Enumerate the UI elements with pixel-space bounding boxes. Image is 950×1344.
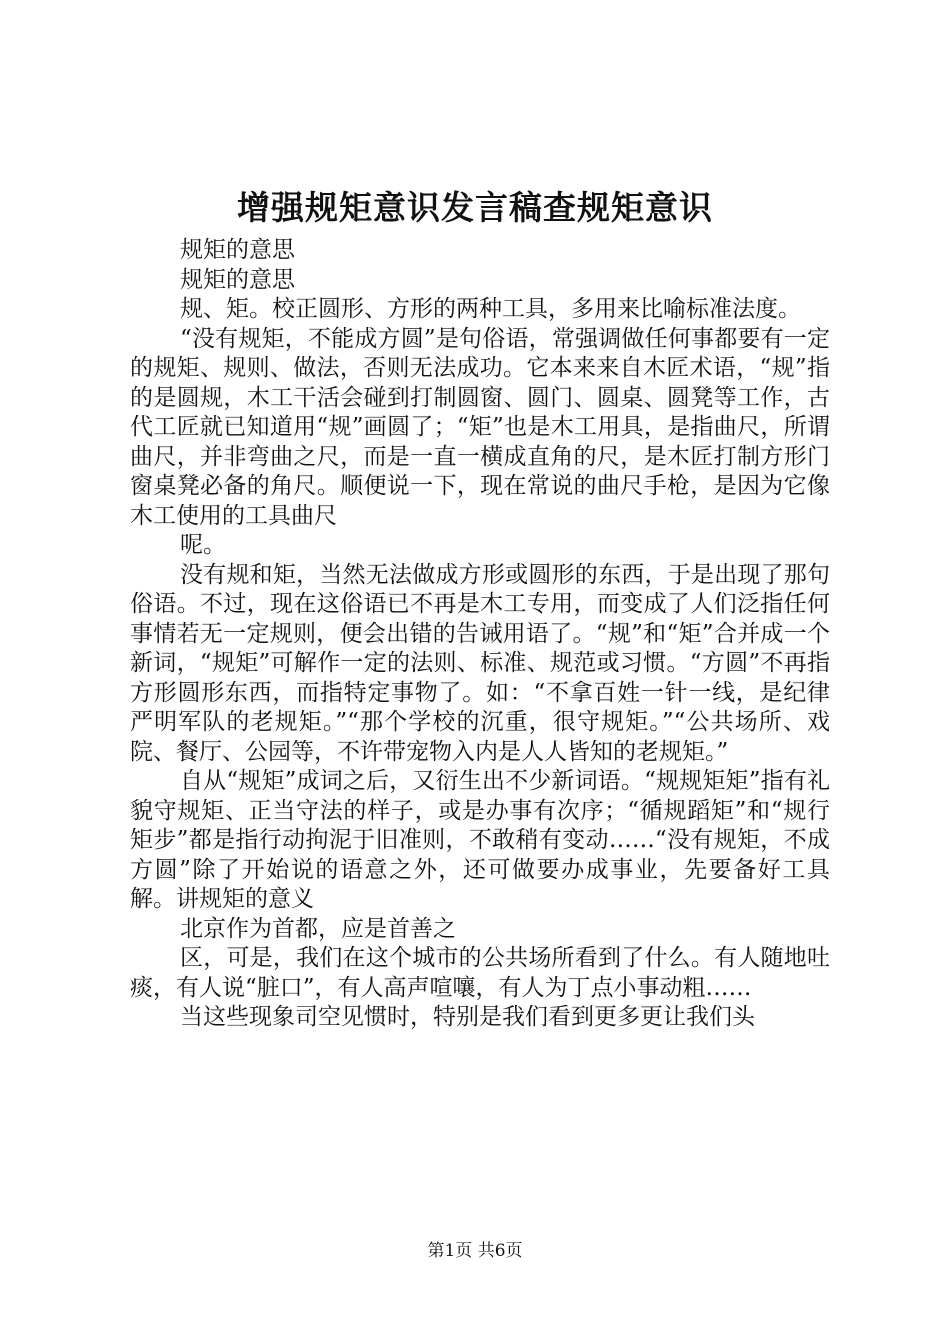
paragraph-5: 呢。 <box>180 532 226 558</box>
paragraph-6: 没有规和矩，当然无法做成方形或圆形的东西，于是出现了那句俗语。不过，现在这俗语已不再是木工专用，而变成了人们泛指任何事情若无一定规则，便会出错的告诫用语了。“规”和“矩”合并成一个新词，“规矩”可解作一定的法则、标准、规范或习惯。“方圆”不再指方形圆形东西，而指特定事物了。如：“不拿百姓一针一线，是纪律严明军队的老规矩。”“那个学校的沉重，很守规矩。”“公共场所、戏院、餐厅、公园等，不许带宠物入内是人人皆知的老规矩。” <box>130 561 830 765</box>
paragraph-4: “没有规矩，不能成方圆”是句俗语，常强调做任何事都要有一定的规矩、规则、做法，否则无法成功。它本来来自木匠术语，“规”指的是圆规，木工干活会碰到打制圆窗、圆门、圆桌、圆凳等工作，古代工匠就已知道用“规”画圆了；“矩”也是木工用具，是指曲尺，所谓曲尺，并非弯曲之尺，而是一直一横成直角的尺，是木匠打制方形门窗桌凳必备的角尺。顺便说一下，现在常说的曲尺手枪，是因为它像木工使用的工具曲尺 <box>130 325 830 529</box>
paragraph-2: 规矩的意思 <box>180 266 295 293</box>
paragraph-9: 区，可是，我们在这个城市的公共场所看到了什么。有人随地吐痰，有人说“脏口”，有人高声喧嚷，有人为丁点小事动粗…… <box>130 945 830 1001</box>
paragraph-8: 北京作为首都，应是首善之 <box>180 915 456 942</box>
paragraph-3: 规、矩。校正圆形、方形的两种工具，多用来比喻标准法度。 <box>180 296 801 322</box>
paragraph-7: 自从“规矩”成词之后，又衍生出不少新词语。“规规矩矩”指有礼貌守规矩、正当守法的样子，或是办事有次序；“循规蹈矩”和“规行矩步”都是指行动拘泥于旧准则，不敢稍有变动……“没有规矩，不成方圆”除了开始说的语意之外，还可做要办成事业，先要备好工具解。讲规矩的意义 <box>130 768 830 912</box>
document-body <box>130 236 830 1033</box>
document-title: 增强规矩意识发言稿查规矩意识 <box>237 188 713 227</box>
page-footer: 第1页 共6页 <box>427 1241 523 1261</box>
paragraph-1: 规矩的意思 <box>180 237 295 263</box>
paragraph-10: 当这些现象司空见惯时，特别是我们看到更多更让我们头 <box>180 1004 755 1030</box>
